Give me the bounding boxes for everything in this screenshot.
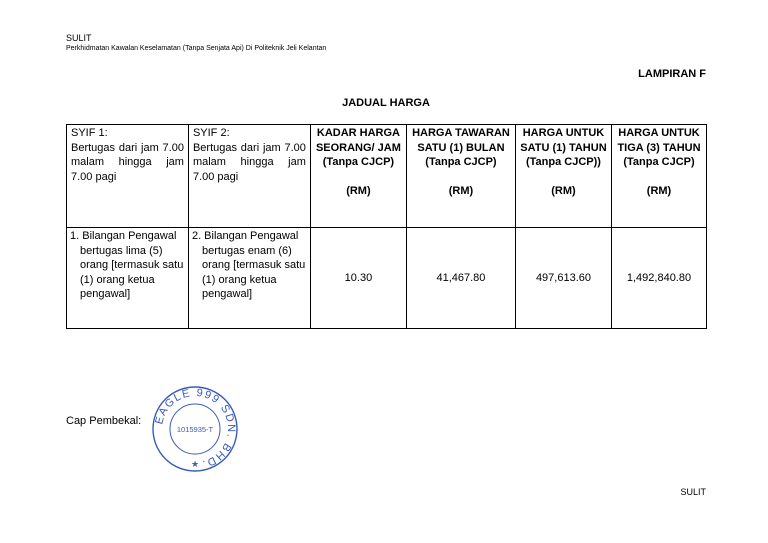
rate-value: 10.30 bbox=[310, 228, 406, 329]
shift2-cell bbox=[188, 125, 310, 228]
guards-shift2-cell bbox=[188, 228, 310, 329]
company-stamp bbox=[151, 385, 239, 478]
rate-header-title: KADAR HARGA SEORANG/ JAM (Tanpa CJCP) bbox=[315, 127, 401, 168]
year3-value: 1,492,840.80 bbox=[612, 228, 707, 329]
year3-header-unit: (RM) bbox=[646, 184, 672, 197]
month-header bbox=[406, 125, 515, 228]
supplier-stamp-label: Cap Pembekal: bbox=[66, 415, 142, 427]
shift2-text: Bertugas dari jam 7.00 malam hingga jam 7.00 pagi bbox=[192, 141, 306, 183]
table-row bbox=[67, 228, 707, 329]
stamp-company-text: EAGLE 999 SDN. BHD. bbox=[153, 386, 238, 471]
year1-header bbox=[515, 125, 611, 228]
footer-classification: SULIT bbox=[680, 487, 706, 497]
appendix-label: LAMPIRAN F bbox=[638, 68, 706, 80]
page-title: JADUAL HARGA bbox=[342, 97, 430, 109]
year1-header-title: HARGA UNTUK SATU (1) TAHUN (Tanpa CJCP)) bbox=[520, 127, 607, 168]
table-header-row bbox=[67, 125, 707, 228]
month-header-unit: (RM) bbox=[448, 184, 474, 197]
guards-shift1-cell bbox=[67, 228, 189, 329]
rate-header bbox=[310, 125, 406, 228]
stamp-seal bbox=[151, 385, 239, 473]
star-icon: ★ bbox=[190, 460, 200, 470]
month-value: 41,467.80 bbox=[406, 228, 515, 329]
year1-header-unit: (RM) bbox=[551, 184, 576, 197]
shift1-cell bbox=[67, 125, 189, 228]
month-header-title: HARGA TAWARAN SATU (1) BULAN (Tanpa CJCP) bbox=[412, 127, 510, 168]
header-classification: SULIT bbox=[66, 33, 92, 43]
guards-shift2-text: 2. Bilangan Pengawal bertugas enam (6) orang [termasuk satu (1) orang ketua pengawal] bbox=[191, 230, 306, 300]
shift1-text: Bertugas dari jam 7.00 malam hingga jam 7.00 pagi bbox=[71, 141, 184, 183]
rate-header-unit: (RM) bbox=[346, 184, 371, 197]
guards-shift1-text: 1. Bilangan Pengawal bertugas lima (5) orang [termasuk satu (1) orang ketua pengawal] bbox=[70, 230, 184, 300]
year1-value: 497,613.60 bbox=[515, 228, 611, 329]
shift2-label: SYIF 2: bbox=[192, 127, 230, 139]
header-subtitle: Perkhidmatan Kawalan Keselamatan (Tanpa Senjata Api) Di Politeknik Jeli Kelantan bbox=[66, 45, 327, 52]
year3-header-title: HARGA UNTUK TIGA (3) TAHUN (Tanpa CJCP) bbox=[617, 127, 701, 168]
year3-header bbox=[612, 125, 707, 228]
price-table bbox=[66, 124, 707, 329]
shift1-label: SYIF 1: bbox=[71, 127, 108, 139]
stamp-reg-no: 1015935-T bbox=[176, 425, 214, 434]
